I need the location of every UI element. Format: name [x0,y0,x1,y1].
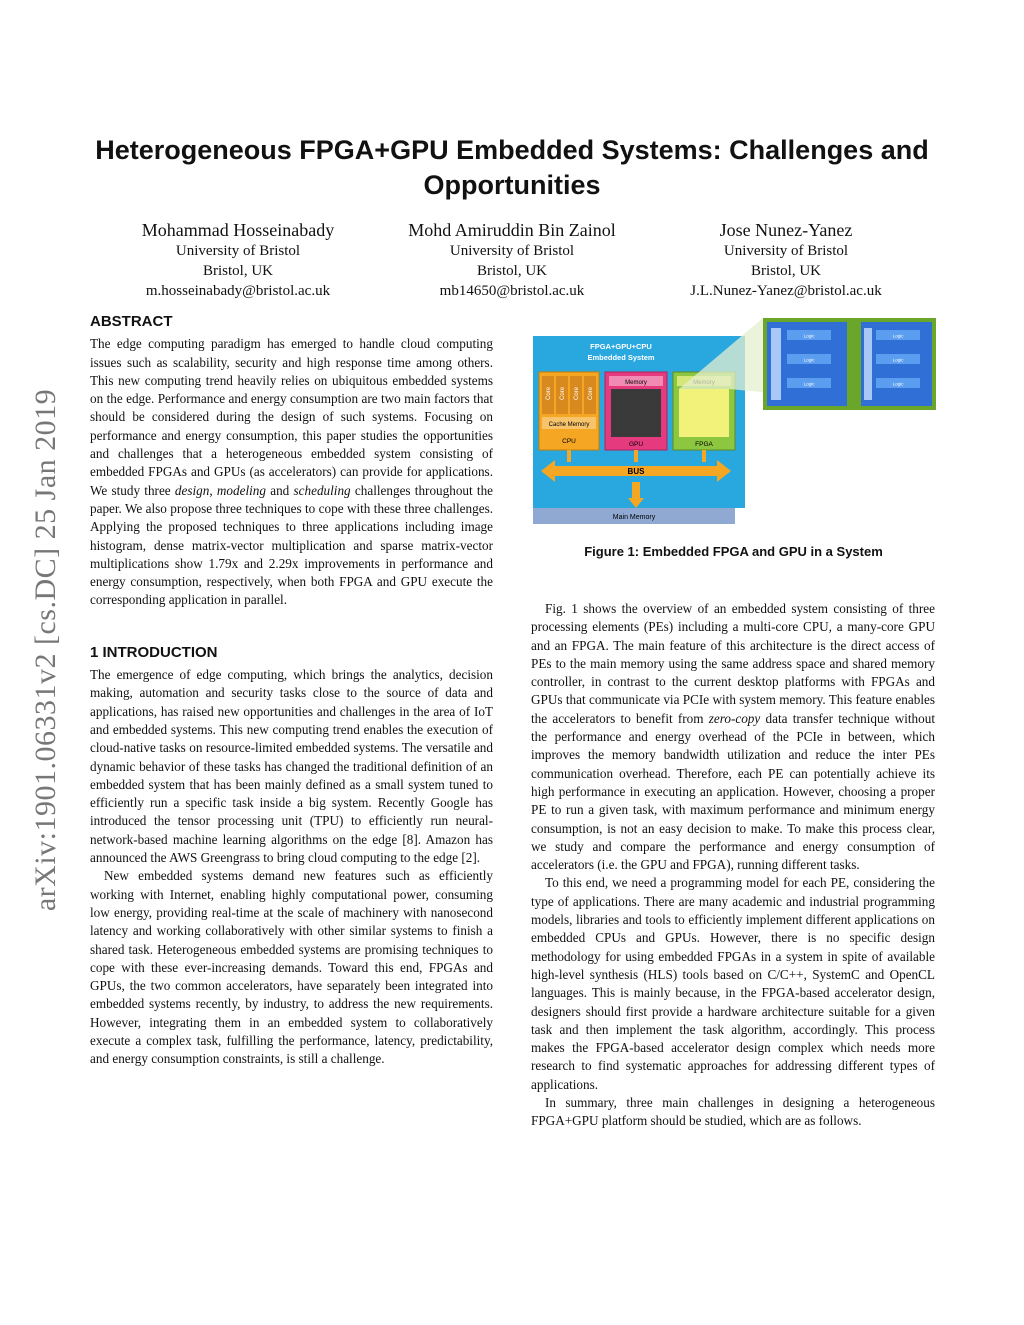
paper-title: Heterogeneous FPGA+GPU Embedded Systems: Challenges and Opportunities [95,135,929,200]
logic-label: Logic [892,357,904,363]
fpga-bus-link [702,450,706,462]
gpu-bus-link [634,450,638,462]
system-architecture-figure [531,316,936,526]
core-label: Core [588,386,594,400]
cpu-label: CPU [562,438,576,445]
arxiv-sidebar [26,340,66,960]
logic-label: Logic [803,357,815,363]
core-label: Core [560,386,566,400]
gpu-memory-label: Memory [625,380,647,386]
core-label: Core [546,386,552,400]
body-paragraph-1: Fig. 1 shows the overview of an embedded system consisting of three processing elements (PEs) including a multi-core CPU, a many-core GPU and an FPGA. The main feature of this architecture is the direct access of PEs to the main memory using the same address space and shared memory controller, in contrast to the current desktop platforms with FPGAs and GPUs that communicate via PCIe with system memory. This feature enables the accelerators to benefit from zero-copy data transfer technique without the performance and energy overhead of the PCIe in between, which improves the memory bandwidth utilization and reduce the inter PEs communication overhead. Therefore, each PE can potentially achieve its high performance in executing an application. However, choosing a proper PE to run a given task, with maximum performance and minimum energy consumption, is not an easy decision to make. To make this process clear, we study and compare the performance and energy consumption of accelerators (i.e. the GPU and FPGA), running different tasks. [531,601,935,873]
cpu-bus-link [567,450,571,462]
logic-label: Logic [803,381,815,387]
left-column [90,313,493,1069]
gpu-cores-grid [611,389,661,437]
core-label: Core [574,386,580,400]
author-block-2 [382,219,642,301]
author-location: Bristol, UK [202,263,273,279]
abstract-text: The edge computing paradigm has emerged to handle cloud computing issues such as scalability, security and high response time among others. This new computing trend heavily relies on ubiquitous embedded systems on the edge. Performance and energy consumption are two main factors that should be considered during the design of such systems. Focusing on performance and energy consumption, this paper studies the opportunities and challenges that a heterogeneous embedded system consisting of embedded FPGAs and GPUs (as accelerators) can provide for applications. We study three design, modeling and scheduling challenges throughout the paper. We also propose three techniques to cope with these three challenges. Applying the proposed techniques to three applications including image histogram, dense matrix-vector multiplication and sparse matrix-vector multiplications show 1.79x and 2.29x improvements in performance and energy consumption, respectively, when both FPGA and GPU execute the corresponding application in parallel. [90,336,494,608]
intro-paragraph-2: New embedded systems demand new features such as efficiently working with Internet, enabling highly computational power, consuming low energy, providing real-time at the scale of machinery with nanosecond latency and working collaboratively with other similar systems to finish a shared task. Heterogeneous embedded systems are promising techniques to cope with these ever-increasing demands. Toward this end, FPGAs and GPUs, the two common accelerators, have separately been integrated into embedded systems recently, by industry, to address the new requirements. However, integrating them in an embedded system to collaboratively execute a complex task, fulfilling the performance, latency, predictability, and energy consumption constraints, is still a challenge. [90,868,493,1067]
author-block-1 [108,219,368,301]
author-location: Bristol, UK [476,263,547,279]
fpga-label: FPGA [695,441,713,448]
main-memory-label: Main Memory [612,514,656,521]
author-affiliation: University of Bristol [449,243,575,259]
figure-caption: Figure 1: Embedded FPGA and GPU in a System [584,544,883,559]
author-email: mb14650@bristol.ac.uk [439,283,585,299]
fpga-logic-area [679,389,729,437]
introduction-heading: 1 INTRODUCTION [90,643,218,661]
right-column [531,600,935,1131]
author-location: Bristol, UK [750,263,821,279]
system-label: Embedded System [587,353,655,362]
body-paragraph-2: To this end, we need a programming model for each PE, considering the type of applications. There are many academic and industrial programming models, libraries and tools to efficiently implement different applications on embedded CPUs and GPUs. However, there is no specific design methodology for using embedded FPGAs in a system in spite of available high-level synthesis (HLS) tools based on C/C++, SystemC and OpenCL languages. This is mainly because, in the FPGA-based accelerator design, designers should first provide a hardware architecture suitable for a given task and then implement the task algorithm, accordingly. This process makes the FPGA-based accelerator design complex which needs more research to find systematic approaches for addressing different types of applications. [531,875,935,1092]
io-column [771,328,781,400]
body-paragraph-3: In summary, three main challenges in designing a heterogeneous FPGA+GPU platform should be studied, which are as follows. [531,1095,935,1129]
gpu-label: GPU [628,441,644,448]
logic-label: Logic [892,333,904,339]
logic-label: Logic [803,333,815,339]
author-email: m.hosseinabady@bristol.ac.uk [145,283,331,299]
author-affiliation: University of Bristol [175,243,301,259]
arxiv-identifier: arXiv:1901.06331v2 [cs.DC] 25 Jan 2019 [29,388,62,912]
logic-label: Logic [892,381,904,387]
abstract-heading: ABSTRACT [90,313,173,330]
system-label: FPGA+GPU+CPU [590,342,652,351]
author-block-3 [656,219,916,301]
cache-memory-label: Cache Memory [548,422,590,428]
io-column [864,328,872,400]
author-email: J.L.Nunez-Yanez@bristol.ac.uk [690,283,882,299]
author-name: Mohd Amiruddin Bin Zainol [408,220,616,240]
author-name: Mohammad Hosseinabady [141,220,335,240]
bus-label: BUS [627,467,645,476]
intro-paragraph-1: The emergence of edge computing, which brings the analytics, decision making, automation and security tasks close to the source of data and applications, has raised new opportunities and challenges in the area of IoT and embedded systems. This new computing trend enables the execution of cloud-native tasks on resource-limited embedded systems. The versatile and dynamic behavior of these tasks has changed the traditional definition of an embedded system that has been mainly defined as a small system tuned to efficiently run a specific task inside a big system. Recently Google has introduced the tensor processing unit (TPU) to efficiently run neural-network-based machine learning algorithms on the edge [8]. Amazon has announced the AWS Greengrass to bring cloud computing to the edge [2]. [90,667,493,866]
author-name: Jose Nunez-Yanez [719,220,853,240]
author-affiliation: University of Bristol [723,243,849,259]
